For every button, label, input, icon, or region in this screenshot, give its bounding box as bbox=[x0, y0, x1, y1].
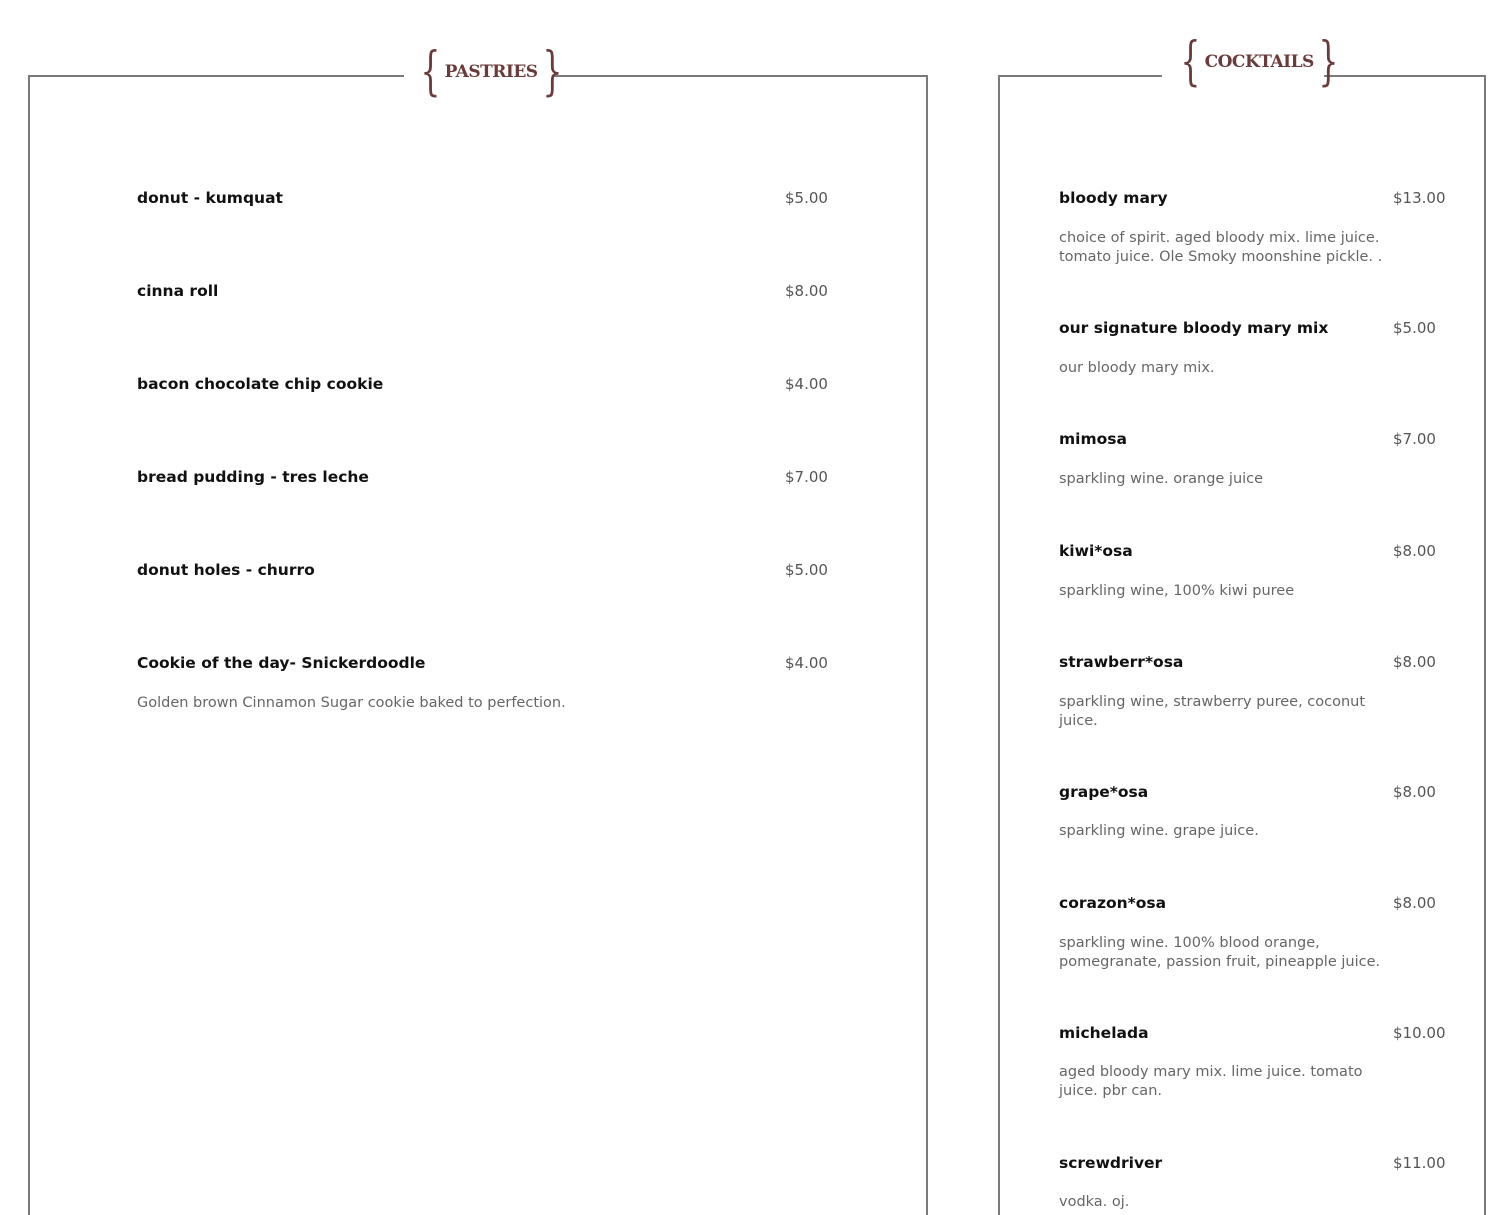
item-price: $5.00 bbox=[1393, 319, 1436, 337]
item-price: $4.00 bbox=[785, 654, 828, 672]
item-name: corazon*osa bbox=[1059, 894, 1167, 912]
item-price: $8.00 bbox=[1393, 894, 1436, 912]
item-name: bloody mary bbox=[1059, 189, 1168, 207]
item-price: $10.00 bbox=[1393, 1024, 1446, 1042]
section-top-border bbox=[1324, 75, 1486, 77]
section-top-border bbox=[1000, 75, 1162, 77]
item-price: $13.00 bbox=[1393, 189, 1446, 207]
section-top-border bbox=[30, 75, 404, 77]
item-description: sparkling wine. 100% blood orange, pomegranate, passion fruit, pineapple juice. bbox=[1059, 935, 1381, 970]
item-name: donut - kumquat bbox=[137, 189, 283, 207]
item-price: $11.00 bbox=[1393, 1154, 1446, 1172]
item-name: strawberr*osa bbox=[1059, 653, 1184, 671]
item-price: $8.00 bbox=[785, 282, 828, 300]
item-description: sparkling wine, strawberry puree, coconut juice. bbox=[1059, 694, 1366, 729]
item-name: cinna roll bbox=[137, 282, 219, 300]
item-name: kiwi*osa bbox=[1059, 542, 1133, 560]
item-price: $8.00 bbox=[1393, 783, 1436, 801]
item-price: $7.00 bbox=[1393, 430, 1436, 448]
item-description: sparkling wine, 100% kiwi puree bbox=[1059, 583, 1295, 599]
section-title: COCKTAILS bbox=[1204, 52, 1314, 72]
item-price: $5.00 bbox=[785, 561, 828, 579]
section-title: PASTRIES bbox=[444, 62, 538, 82]
pastries-heading bbox=[414, 42, 568, 102]
right-brace-icon: } bbox=[1318, 32, 1338, 92]
item-description: aged bloody mary mix. lime juice. tomato juice. pbr can. bbox=[1059, 1064, 1363, 1099]
item-price: $5.00 bbox=[785, 189, 828, 207]
item-description: our bloody mary mix. bbox=[1059, 360, 1215, 376]
item-name: bread pudding - tres leche bbox=[137, 468, 369, 486]
left-brace-icon: { bbox=[1180, 32, 1201, 92]
item-name: Cookie of the day- Snickerdoodle bbox=[137, 654, 426, 672]
left-brace-icon: { bbox=[420, 42, 441, 102]
item-name: bacon chocolate chip cookie bbox=[137, 375, 384, 393]
item-description: sparkling wine. orange juice bbox=[1059, 471, 1264, 487]
pastries-section bbox=[28, 75, 928, 1215]
cocktails-heading bbox=[1174, 32, 1344, 92]
item-name: mimosa bbox=[1059, 430, 1127, 448]
item-name: our signature bloody mary mix bbox=[1059, 319, 1329, 337]
section-top-border bbox=[554, 75, 928, 77]
item-price: $8.00 bbox=[1393, 653, 1436, 671]
item-name: screwdriver bbox=[1059, 1154, 1163, 1172]
item-name: grape*osa bbox=[1059, 783, 1149, 801]
item-description: Golden brown Cinnamon Sugar cookie baked to perfection. bbox=[137, 695, 566, 711]
item-price: $7.00 bbox=[785, 468, 828, 486]
item-price: $4.00 bbox=[785, 375, 828, 393]
right-brace-icon: } bbox=[542, 42, 562, 102]
item-description: choice of spirit. aged bloody mix. lime juice. tomato juice. Ole Smoky moonshine pickle. . bbox=[1059, 230, 1383, 265]
item-description: vodka. oj. bbox=[1059, 1194, 1130, 1210]
item-name: michelada bbox=[1059, 1024, 1149, 1042]
item-price: $8.00 bbox=[1393, 542, 1436, 560]
item-description: sparkling wine. grape juice. bbox=[1059, 823, 1259, 839]
item-name: donut holes - churro bbox=[137, 561, 315, 579]
